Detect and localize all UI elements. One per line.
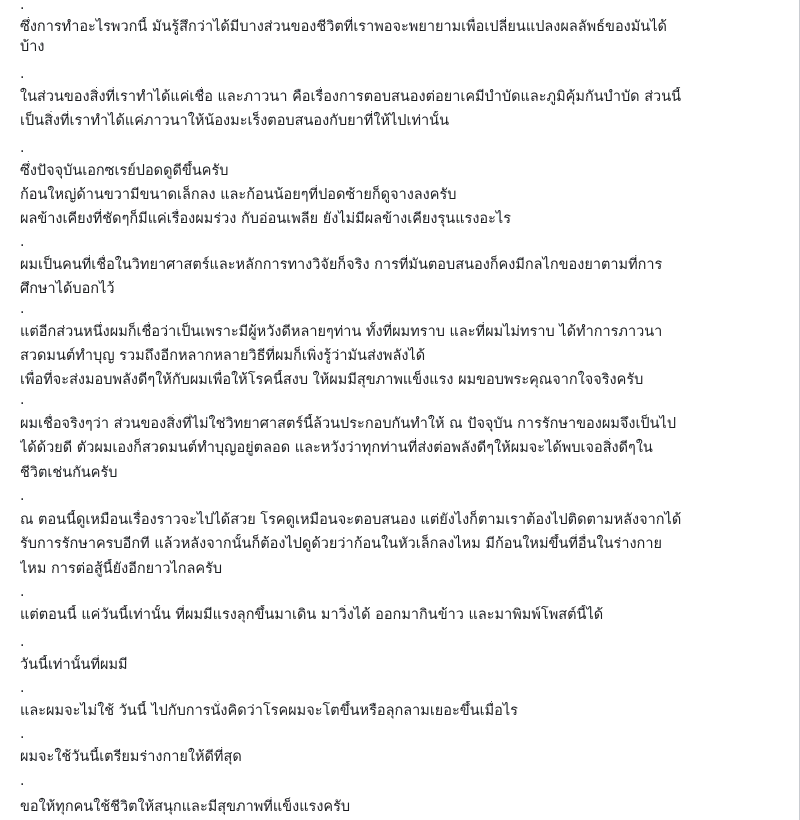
post-text-line: ขอให้ทุกคนใช้ชีวิตให้สนุกและมีสุขภาพที่แข็งแรงครับ [20,799,351,815]
separator-dot: . [20,634,25,650]
post-text-line: เพื่อที่จะส่งมอบพลังดีๆให้กับผมเพื่อให้โรคนี้สงบ ให้ผมมีสุขภาพแข็งแรง ผมขอบพระคุณจากใจจริงครับ [20,372,644,388]
post-text-line: ผลข้างเคียงที่ชัดๆก็มีแค่เรื่องผมร่วง กับอ่อนเพลีย ยังไม่มีผลข้างเคียงรุนแรงอะไร [20,211,511,227]
post-text-line: รับการรักษาครบอีกที แล้วหลังจากนั้นก็ต้องไปดูด้วยว่าก้อนในหัวเล็กลงไหม มีก้อนใหม่ขึ้นที่อื่นในร่างกาย [20,536,662,552]
separator-dot: . [20,584,25,600]
post-text-line: แต่ตอนนี้ แค่วันนี้เท่านั้น ที่ผมมีแรงลุกขึ้นมาเดิน มาวิ่งได้ ออกมากินข้าว และมาพิมพ์โพสต์นี้ได้ [20,607,604,623]
separator-dot: . [20,392,25,408]
separator-dot: . [20,726,25,742]
post-text-line: วันนี้เท่านั้นที่ผมมี [20,657,128,673]
post-text-line: ก้อนใหญ่ด้านขวามีขนาดเล็กลง และก้อนน้อยๆที่ปอดซ้ายก็ดูจางลงครับ [20,187,457,203]
post-text-line: ซึ่งการทำอะไรพวกนี้ มันรู้สึกว่าได้มีบางส่วนของชีวิตที่เราพอจะพยายามเพื่อเปลี่ยนแปลงผลลัพธ์ของมันได้ [20,19,667,35]
post-text-line: ผมเชื่อจริงๆว่า ส่วนของสิ่งที่ไม่ใช่วิทยาศาสตร์นี้ล้วนประกอบกันทำให้ ณ ปัจจุบัน การรักษาของผมจึงเป็นไป [20,416,677,432]
separator-dot: . [20,773,25,789]
post-text-line: ในส่วนของสิ่งที่เราทำได้แค่เชื่อ และภาวนา คือเรื่องการตอบสนองต่อยาเคมีบำบัดและภูมิคุ้มกันบำบัด ส่วนนี้ [20,89,682,105]
post-text-line: ณ ตอนนี้ดูเหมือนเรื่องราวจะไปได้สวย โรคดูเหมือนจะตอบสนอง แต่ยังไงก็ตามเราต้องไปติดตามหลังจากได้ [20,512,682,528]
separator-dot: . [20,301,25,317]
post-text-line: ไหม การต่อสู้นี้ยังอีกยาวไกลครับ [20,561,223,577]
post-text-line: สวดมนต์ทำบุญ รวมถึงอีกหลากหลายวิธีที่ผมก็เพิ่งรู้ว่ามันส่งพลังได้ [20,348,426,364]
post-text-line: ชีวิตเช่นกันครับ [20,465,118,481]
separator-dot: . [20,488,25,504]
post-text-line: และผมจะไม่ใช้ วันนี้ ไปกับการนั่งคิดว่าโรคผมจะโตขึ้นหรือลุกลามเยอะขึ้นเมื่อไร [20,703,518,719]
post-text-line: แต่อีกส่วนหนึ่งผมก็เชื่อว่าเป็นเพราะมีผู้หวังดีหลายๆท่าน ทั้งที่ผมทราบ และที่ผมไม่ทราบ ได้ทำการภาวนา [20,324,663,340]
post-text-line: ซึ่งปัจจุบันเอกซเรย์ปอดดูดีขึ้นครับ [20,163,229,179]
post-text-line: ผมเป็นคนที่เชื่อในวิทยาศาสตร์และหลักการทางวิจัยก็จริง การที่มันตอบสนองก็คงมีกลไกของยาตามที่การ [20,257,663,273]
post-text-line: ได้ด้วยดี ตัวผมเองก็สวดมนต์ทำบุญอยู่ตลอด และหวังว่าทุกท่านที่ส่งต่อพลังดีๆให้ผมจะได้พบเจอสิ่งดีๆใน [20,440,653,456]
separator-dot: . [20,66,25,82]
separator-dot: . [20,234,25,250]
post-text-line: ผมจะใช้วันนี้เตรียมร่างกายให้ดีที่สุด [20,749,242,765]
post-text-line: ศึกษาได้บอกไว้ [20,281,115,297]
post-text-line: เป็นสิ่งที่เราทำได้แค่ภาวนาให้น้องมะเร็งตอบสนองกับยาที่ให้ไปเท่านั้น [20,113,449,129]
post-text-line: บ้าง [20,39,45,55]
separator-dot: . [20,680,25,696]
separator-dot: . [20,0,25,13]
separator-dot: . [20,140,25,156]
